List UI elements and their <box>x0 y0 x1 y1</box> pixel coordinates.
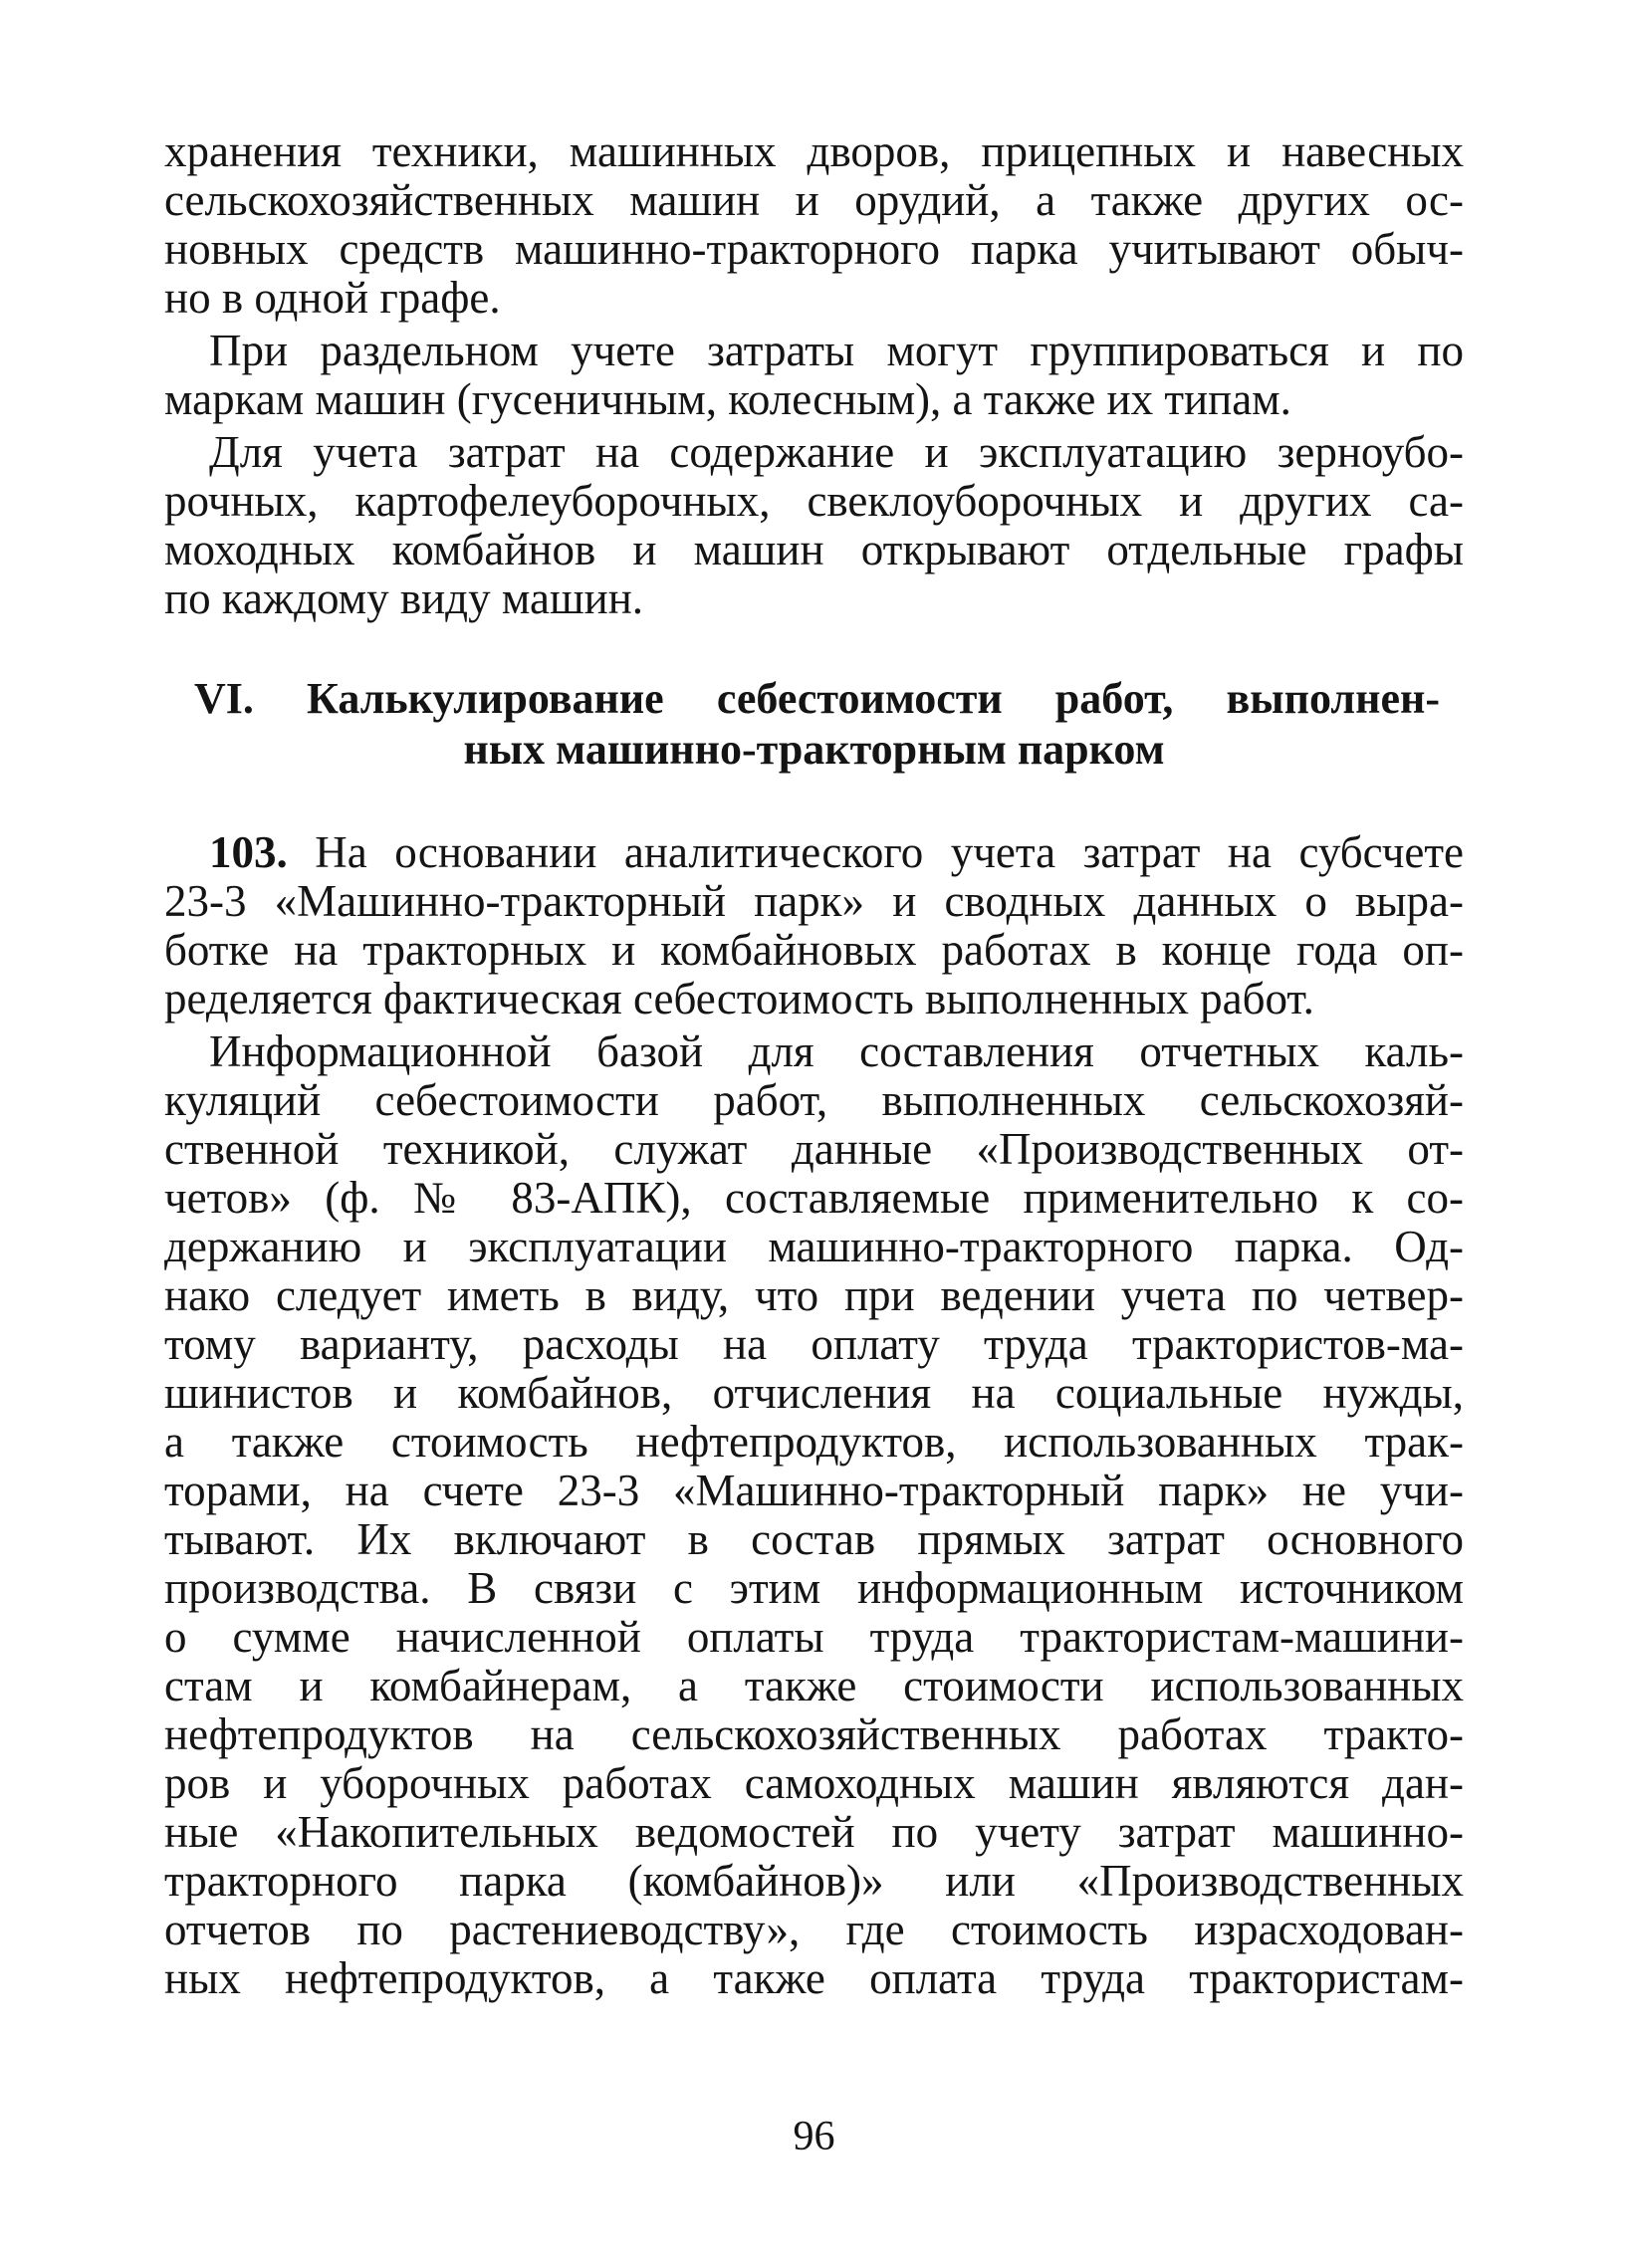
text-line: хранения техники, машинных дворов, прицепных и навесных <box>164 127 1464 176</box>
text-line: моходных комбайнов и машин открывают отдельные графы <box>164 526 1464 574</box>
text-line: ные «Накопительных ведомостей по учету затрат машинно- <box>164 1808 1464 1857</box>
text-line: новных средств машинно-тракторного парка учитывают обыч- <box>164 225 1464 274</box>
paragraph-number: 103. <box>209 828 288 877</box>
text-line: тракторного парка (комбайнов)» или «Производственных <box>164 1857 1464 1906</box>
text-line: Информационной базой для составления отчетных каль- <box>209 1027 1464 1076</box>
text-line: ров и уборочных работах самоходных машин являются дан- <box>164 1759 1464 1808</box>
text-line: но в одной графе. <box>164 274 501 323</box>
text-line: При раздельном учете затраты могут группироваться и по <box>209 327 1464 375</box>
text-line: маркам машин (гусеничным, колесным), а также их типам. <box>164 375 1291 424</box>
page-body <box>164 127 1464 2007</box>
section-heading <box>164 673 1464 775</box>
paragraph-information-base <box>164 1027 1464 2003</box>
text-line: по каждому виду машин. <box>164 574 644 623</box>
text-line: отчетов по растениеводству», где стоимость израсходован- <box>164 1906 1464 1954</box>
text-line: ственной техникой, служат данные «Производственных от- <box>164 1125 1464 1174</box>
paragraph-103 <box>164 828 1464 1023</box>
text-line: тому варианту, расходы на оплату труда трактористов-ма- <box>164 1320 1464 1369</box>
text-line: а также стоимость нефтепродуктов, использованных трак- <box>164 1418 1464 1467</box>
text-line: Для учета затрат на содержание и эксплуатацию зерноубо- <box>209 428 1464 477</box>
text-line <box>164 828 1464 877</box>
text-line: ботке на тракторных и комбайновых работах в конце года оп- <box>164 926 1464 975</box>
page-number: 96 <box>793 2114 835 2159</box>
text-line: держанию и эксплуатации машинно-тракторного парка. Од- <box>164 1223 1464 1271</box>
text-line: о сумме начисленной оплаты труда трактористам-машини- <box>164 1613 1464 1662</box>
text-line: ных нефтепродуктов, а также оплата труда трактористам- <box>164 1954 1464 2003</box>
text-line: сельскохозяйственных машин и орудий, а также других ос- <box>164 176 1464 225</box>
text-line: нако следует иметь в виду, что при ведении учета по четвер- <box>164 1271 1464 1320</box>
text-line: тывают. Их включают в состав прямых затрат основного <box>164 1515 1464 1564</box>
text-line: торами, на счете 23-3 «Машинно-тракторный парк» не учи- <box>164 1467 1464 1515</box>
text-line: 23-3 «Машинно-тракторный парк» и сводных данных о выра- <box>164 877 1464 926</box>
text-line: четов» (ф. № 83-АПК), составляемые применительно к со- <box>164 1174 1464 1223</box>
paragraph-machinery-storage <box>164 127 1464 323</box>
text-line: нефтепродуктов на сельскохозяйственных работах тракто- <box>164 1710 1464 1759</box>
text-line: рочных, картофелеуборочных, свеклоуборочных и других са- <box>164 477 1464 526</box>
section-heading-line: ных машинно-тракторным парком <box>463 725 1165 774</box>
text-line: стам и комбайнерам, а также стоимости использованных <box>164 1662 1464 1710</box>
text-line: производства. В связи с этим информационным источником <box>164 1564 1464 1613</box>
text-line: ределяется фактическая себестоимость выполненных работ. <box>164 975 1314 1023</box>
section-heading-line: VI. Калькулирование себестоимости работ, выполнен- <box>194 674 1440 723</box>
text-line: шинистов и комбайнов, отчисления на социальные нужды, <box>164 1369 1464 1418</box>
paragraph-separate-accounting <box>164 327 1464 424</box>
text-line: куляций себестоимости работ, выполненных сельскохозяй- <box>164 1076 1464 1125</box>
paragraph-combine-costs <box>164 428 1464 623</box>
text-fragment: На основании аналитического учета затрат на субсчете <box>287 828 1464 877</box>
